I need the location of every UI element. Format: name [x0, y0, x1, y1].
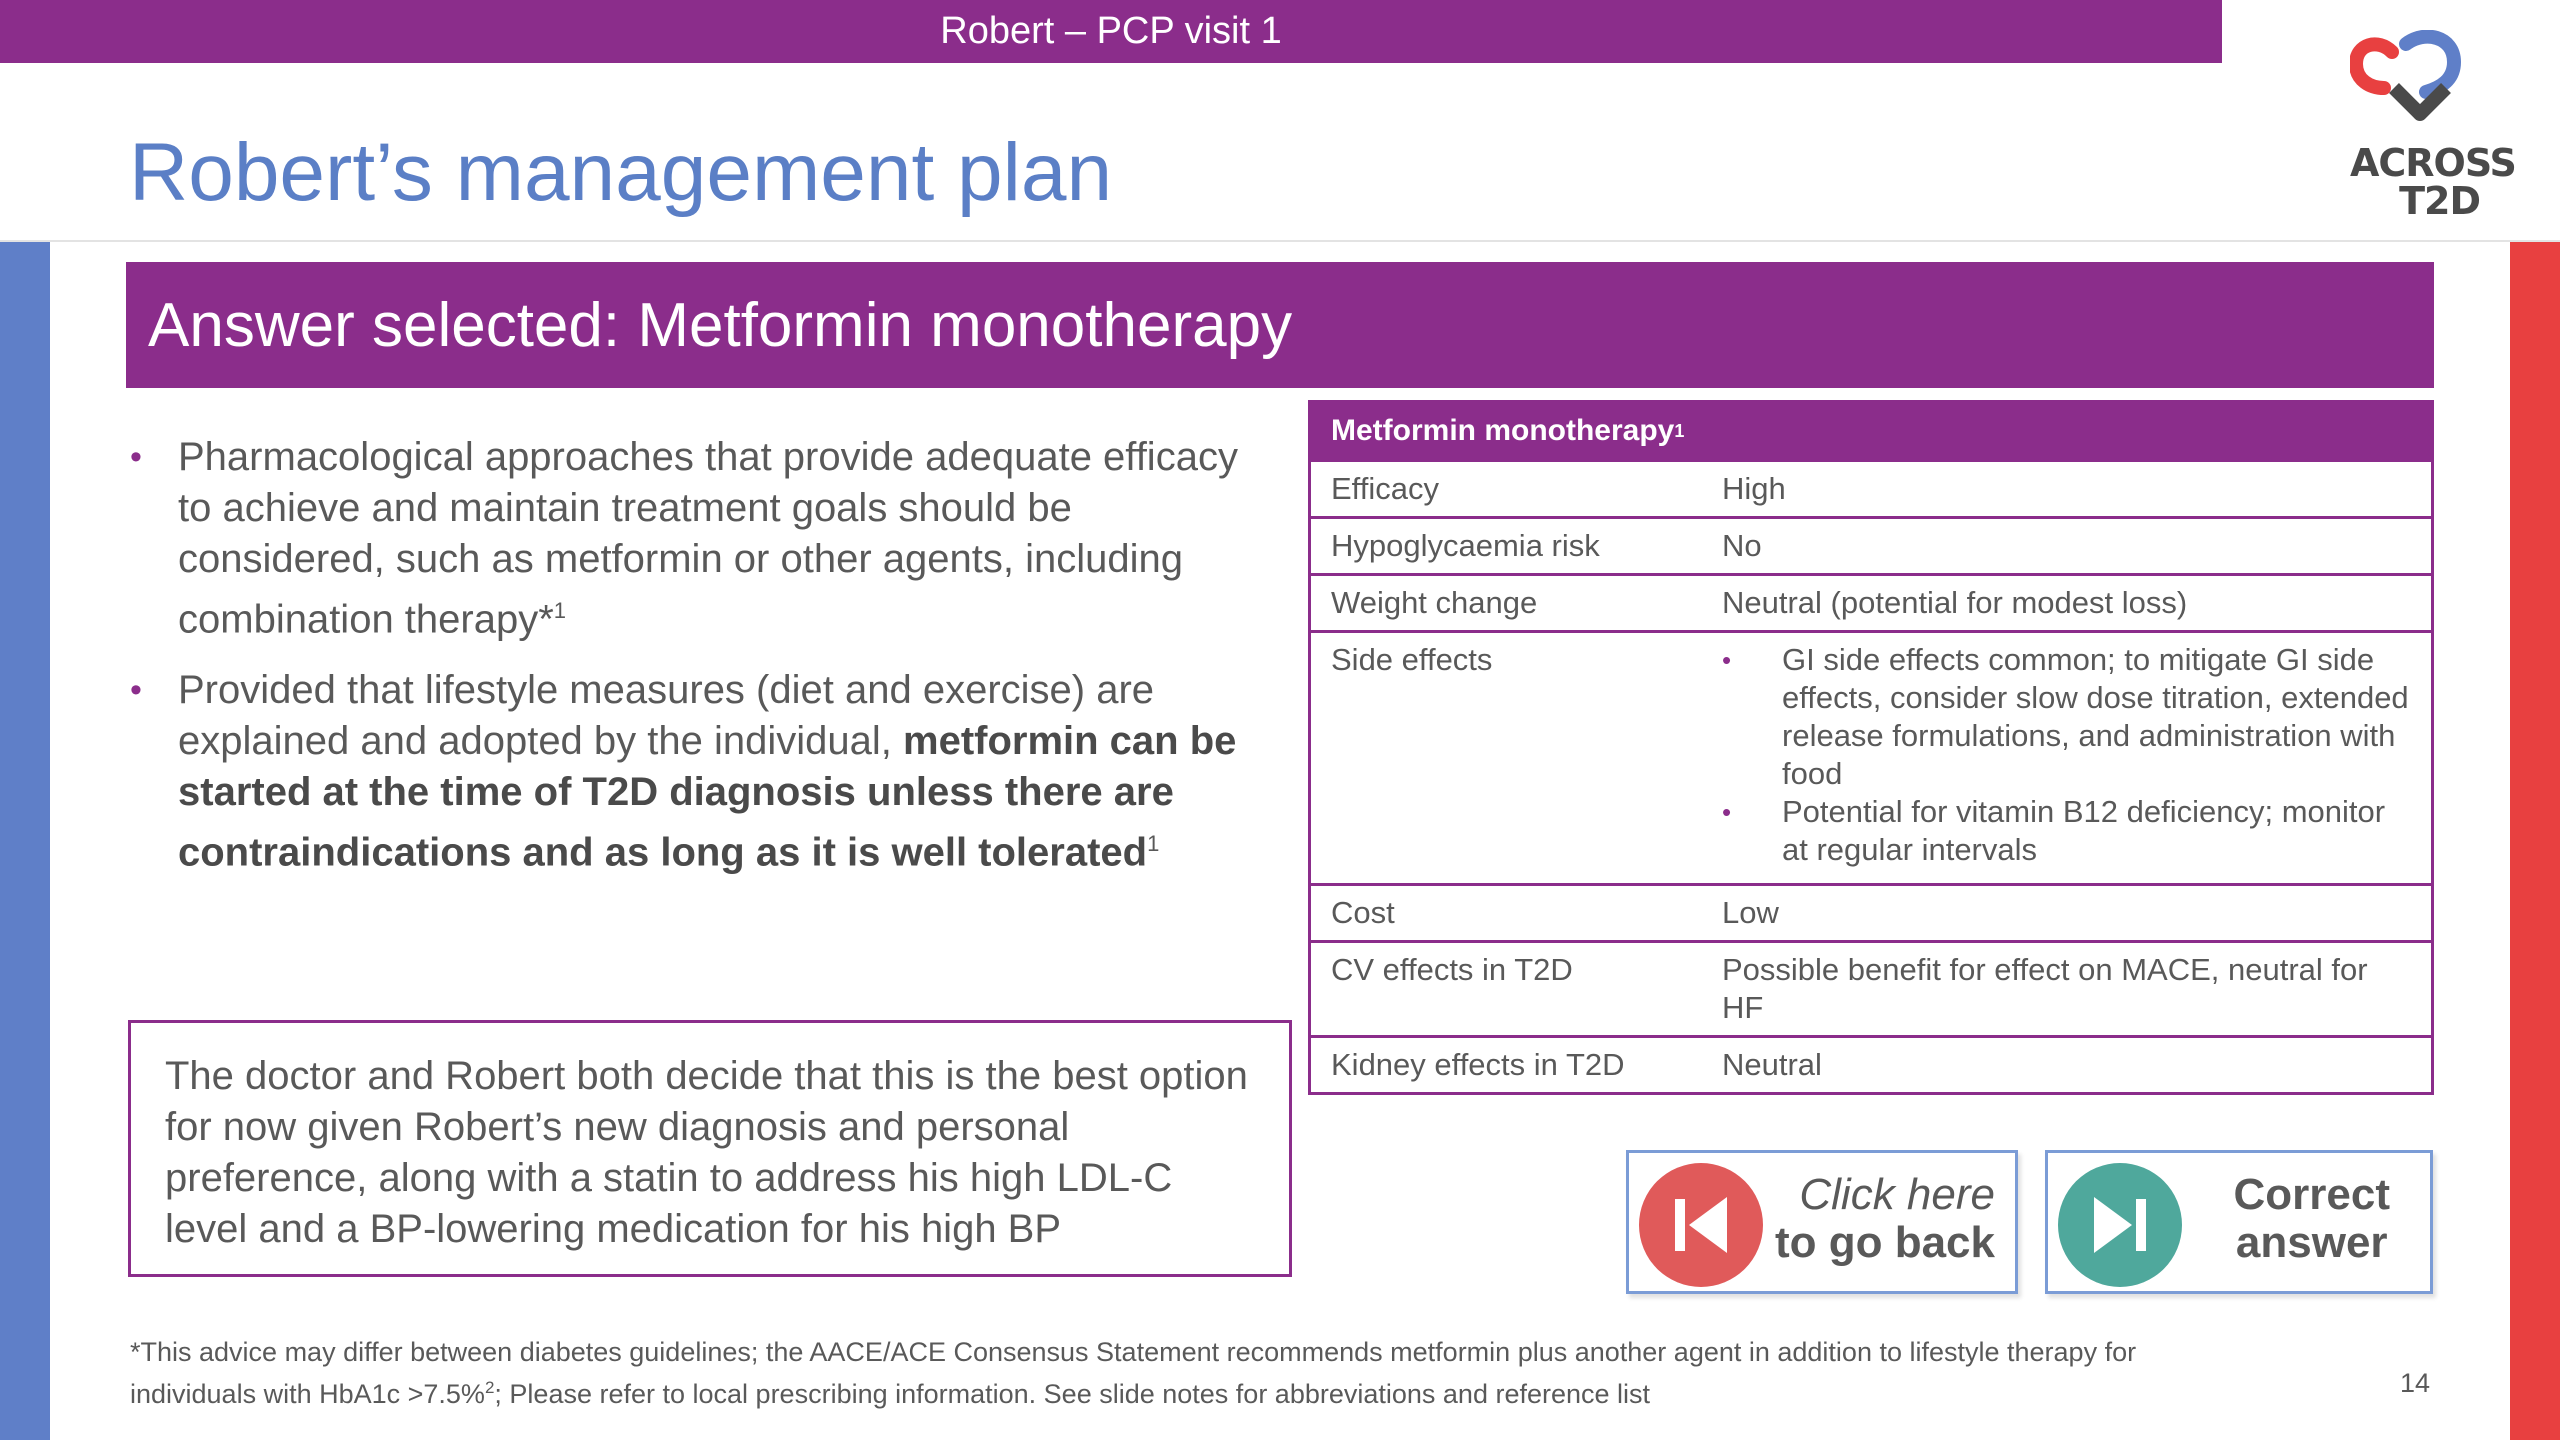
table-row-side-effects [1311, 630, 2431, 883]
metformin-table [1308, 400, 2434, 1095]
table-row-label: Cost [1331, 895, 1395, 930]
table-row [1311, 573, 2431, 630]
footnote-line2-text: ; Please refer to local prescribing information. See slide notes for abbreviations and reference list [494, 1379, 1651, 1409]
bullet-reference: 1 [553, 598, 567, 623]
logo-text-across: ACROSS [2350, 141, 2516, 185]
right-accent-bar [2510, 242, 2560, 1440]
side-effect-text: GI side effects common; to mitigate GI side effects, consider slow dose titration, extended release formulations, and administration with food [1782, 642, 2409, 791]
left-accent-bar [0, 242, 50, 1440]
decision-callout: The doctor and Robert both decide that this is the best option for now given Robert’s new diagnosis and personal preference, along with a statin to address his high LDL-C level and a BP-lowering medication for his high BP [128, 1020, 1292, 1277]
table-heading [1311, 403, 2431, 459]
bullet-reference: 1 [1147, 831, 1160, 857]
correct-answer-button[interactable] [2045, 1150, 2433, 1294]
bullet-dot-icon: • [130, 438, 142, 476]
logo-mark-icon [2350, 30, 2480, 140]
table-row-label: Weight change [1331, 585, 1538, 620]
correct-answer-label-line2: answer [2235, 1218, 2388, 1267]
table-row-value: Neutral [1722, 1047, 1822, 1082]
table-row-value: No [1722, 528, 1762, 563]
bullet-bold-text: metformin can be started at the time of T2D diagnosis unless there are contraindications and as long as it is well tolerated [178, 719, 1237, 875]
skip-back-icon [1639, 1163, 1763, 1287]
header-divider [0, 240, 2560, 242]
go-back-label-line2: to go back [1774, 1218, 1995, 1267]
table-row [1311, 1035, 2431, 1092]
side-effect-item [1722, 793, 2417, 869]
table-row-value: Possible benefit for effect on MACE, neutral for HF [1722, 952, 2368, 1025]
table-row [1311, 459, 2431, 516]
bullet-text: Pharmacological approaches that provide adequate efficacy to achieve and maintain treatment goals should be considered, such as metformin or other agents, including combination therapy* [178, 435, 1238, 642]
side-effects-list [1722, 633, 2431, 883]
table-row-label: Kidney effects in T2D [1331, 1047, 1625, 1082]
footnote [130, 1334, 2390, 1412]
table-heading-text: Metformin monotherapy [1331, 414, 1675, 447]
bullet-item [126, 432, 1256, 645]
footnote-line2-text: individuals with HbA1c >7.5% [130, 1379, 485, 1409]
table-row [1311, 883, 2431, 940]
page-number: 14 [2400, 1368, 2431, 1398]
across-t2d-logo [2350, 30, 2516, 226]
table-row-value: High [1722, 471, 1786, 506]
bullet-dot-icon: • [1722, 645, 1732, 675]
footnote-line1: *This advice may differ between diabetes guidelines; the AACE/ACE Consensus Statement recommends metformin plus another agent in addition to lifestyle therapy for [130, 1337, 2137, 1367]
side-effect-text: Potential for vitamin B12 deficiency; monitor at regular intervals [1782, 794, 2386, 867]
table-row-label: Side effects [1331, 642, 1493, 677]
table-row-value: Low [1722, 895, 1779, 930]
bullet-dot-icon: • [1722, 797, 1732, 827]
skip-forward-icon [2058, 1163, 2182, 1287]
correct-answer-label-line1: Correct [2233, 1170, 2390, 1219]
footnote-reference: 2 [484, 1378, 495, 1397]
go-back-label-line1: Click here [1799, 1170, 1995, 1219]
bullet-item [126, 665, 1256, 878]
table-row-value: Neutral (potential for modest loss) [1722, 585, 2188, 620]
go-back-button[interactable] [1626, 1150, 2018, 1294]
table-row-label: CV effects in T2D [1331, 952, 1573, 987]
table-row-label: Efficacy [1331, 471, 1439, 506]
table-row [1311, 940, 2431, 1035]
table-row-label: Hypoglycaemia risk [1331, 528, 1600, 563]
header-banner: Robert – PCP visit 1 [0, 0, 2222, 63]
page-title: Robert’s management plan [129, 127, 1113, 218]
logo-text-t2d: T2D [2399, 179, 2480, 223]
bullet-text: Provided that lifestyle measures (diet and exercise) are explained and adopted by the individual, [178, 668, 1155, 764]
table-row [1311, 516, 2431, 573]
side-effect-item [1722, 641, 2417, 793]
bullet-dot-icon: • [130, 671, 142, 710]
answer-selected-banner: Answer selected: Metformin monotherapy [126, 262, 2434, 388]
table-heading-reference: 1 [1674, 420, 1685, 441]
bullet-list [126, 432, 1256, 899]
